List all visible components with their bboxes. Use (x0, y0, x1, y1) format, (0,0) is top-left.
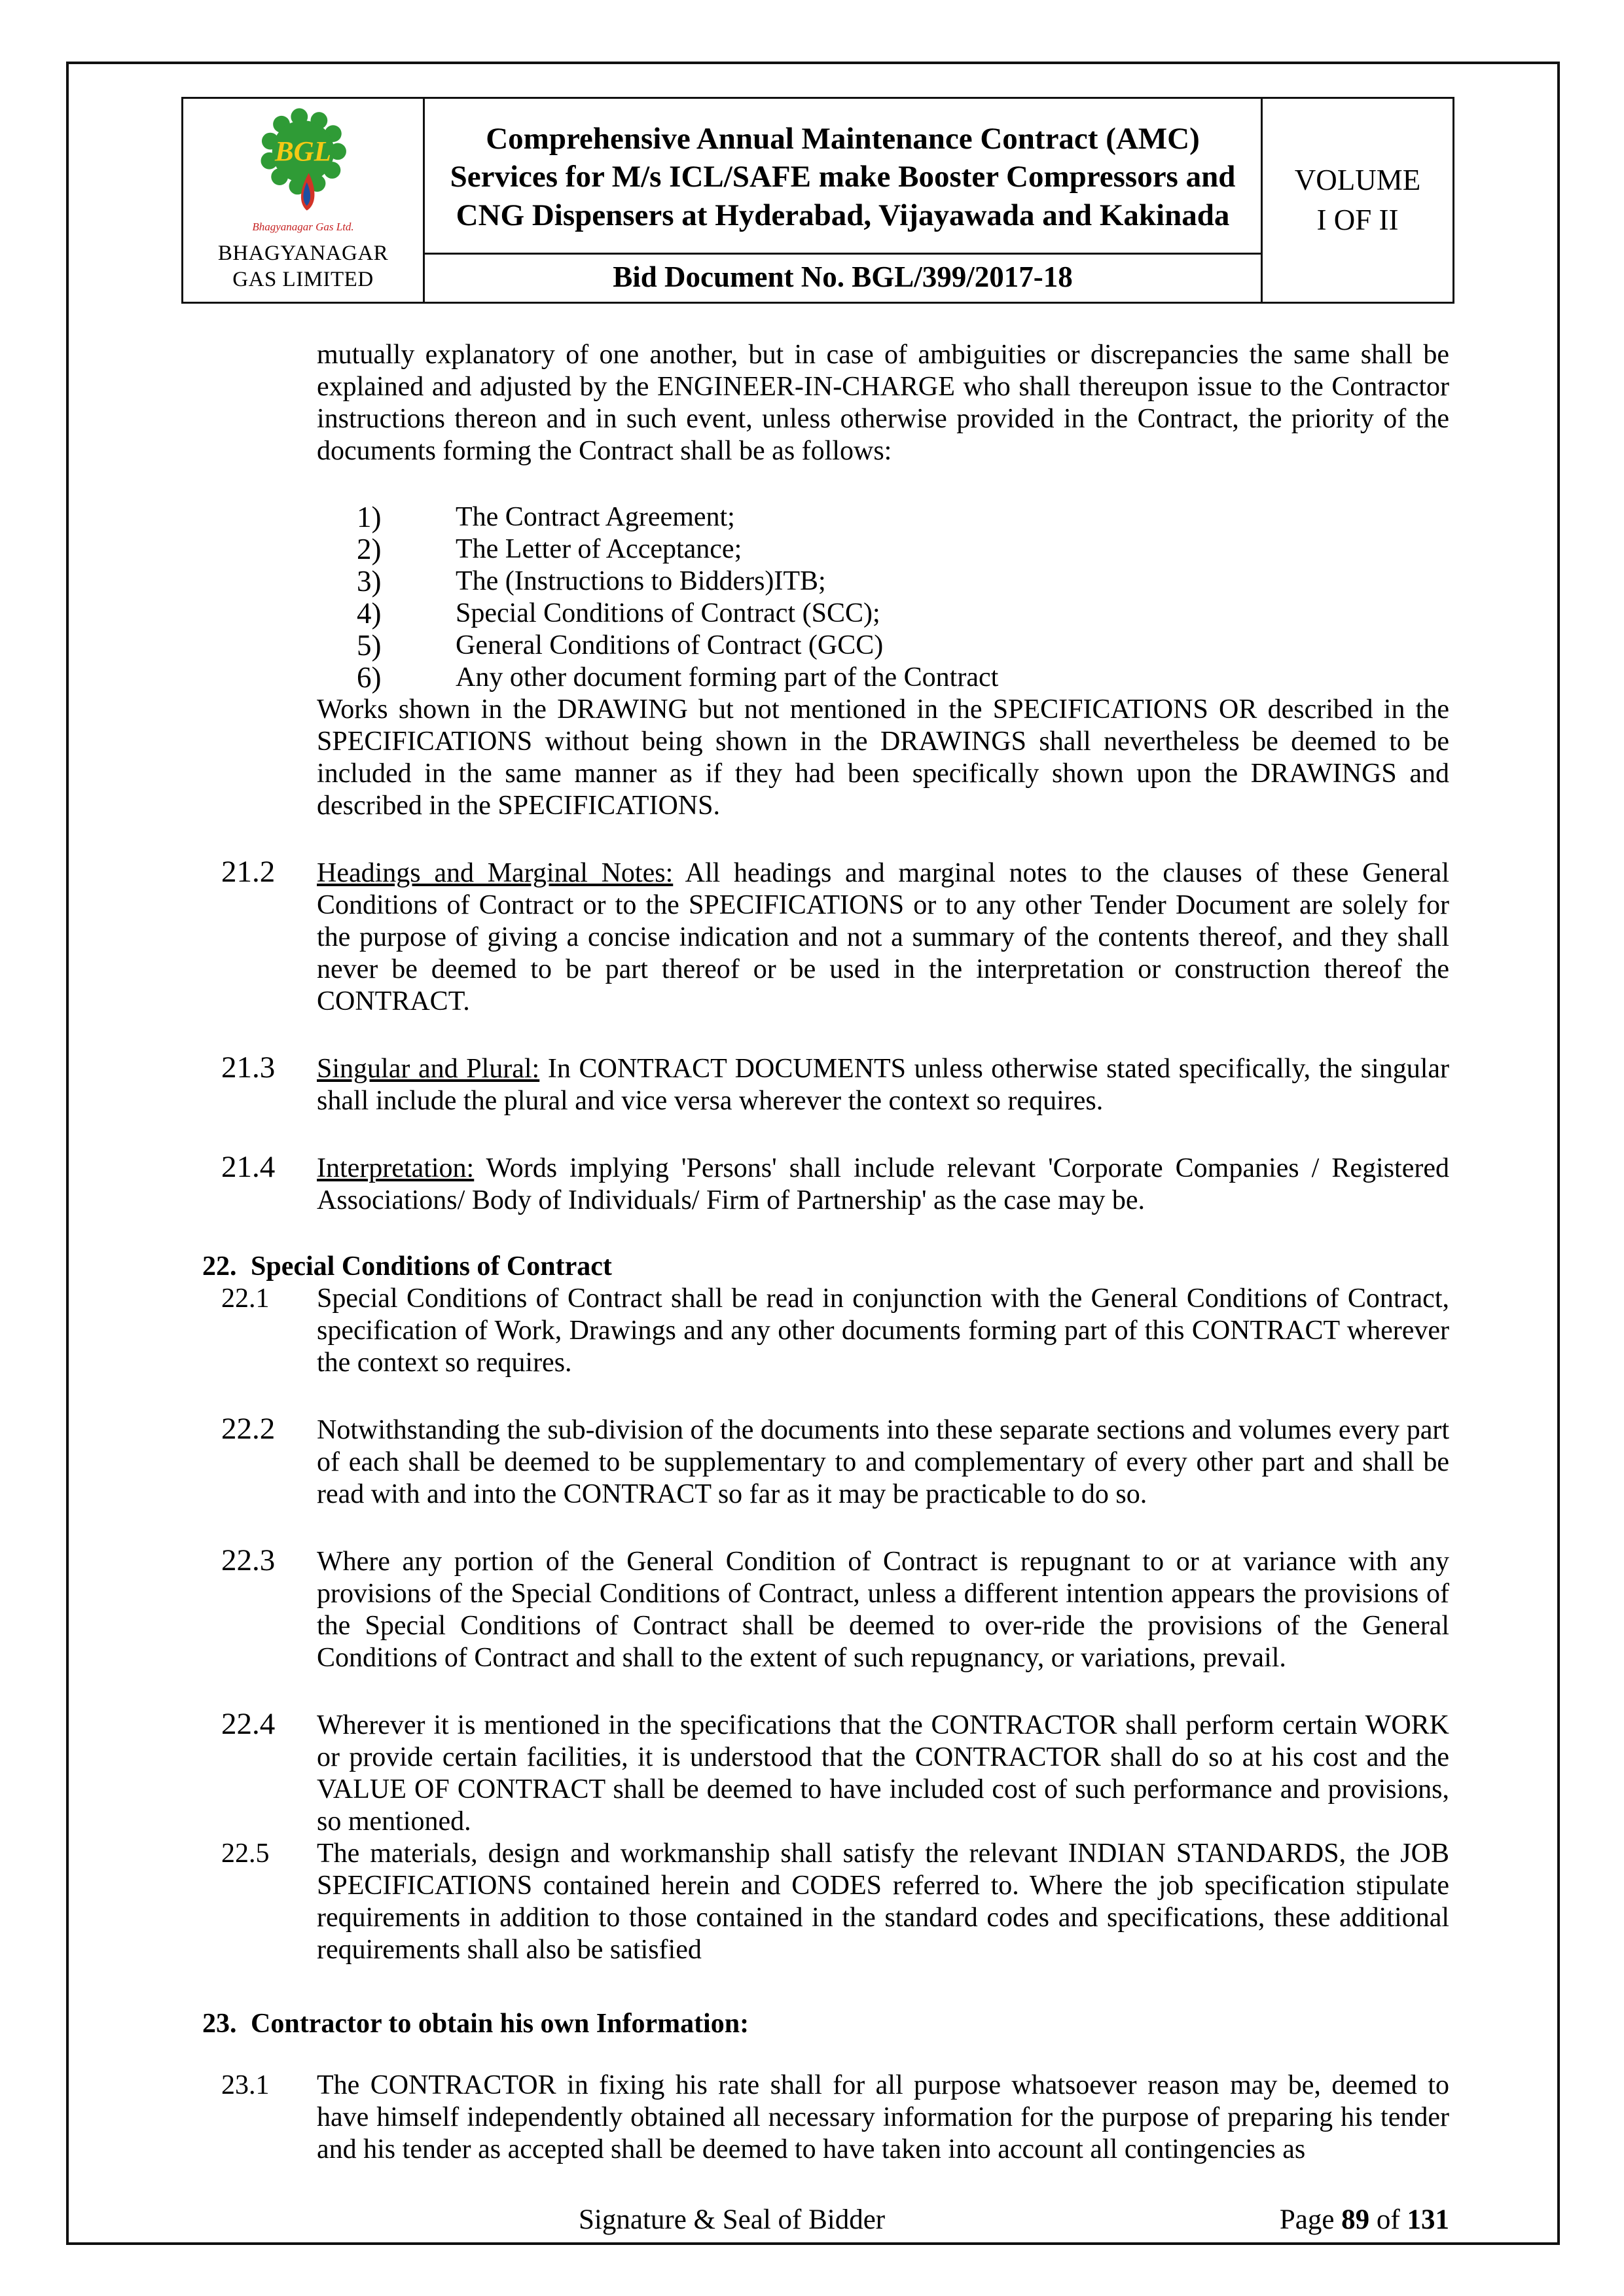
list-item-6 (357, 662, 1449, 694)
clause-21-2 (221, 856, 1449, 1018)
list-item-3 (357, 565, 1449, 598)
document-header (181, 97, 1454, 304)
clause-22-3 (221, 1545, 1449, 1674)
clause-body-text: All headings and marginal notes to the clauses of these General Conditions of Contract or to the SPECIFICATIONS or to any other Tender Document are solely for the purpose of giving a concise indication and not a summary of the contents thereof, and they shall never be deemed to be part thereof or be used in the interpretation or construction thereof the CONTRACT. (317, 858, 1449, 1016)
list-item-text: Any other document forming part of the Contract (456, 662, 999, 692)
clause-body-text: Words implying 'Persons' shall include relevant 'Corporate Companies / Registered Associations/ Body of Individuals/ Firm of Partnership' as the case may be. (317, 1153, 1449, 1215)
clause-body-text: Wherever it is mentioned in the specifications that the CONTRACTOR shall perform certain WORK or provide certain facilities, it is understood that the CONTRACTOR shall do so at his cost and the VALUE OF CONTRACT shall be deemed to have included cost of such performance and provisions, so mentioned. (317, 1710, 1449, 1837)
clause-number: 22.1 (221, 1283, 270, 1314)
bid-document-number: Bid Document No. BGL/399/2017-18 (425, 253, 1261, 302)
org-name (218, 240, 388, 293)
paragraph-works: Works shown in the DRAWING but not mentioned in the SPECIFICATIONS OR described in the SPECIFICATIONS without being shown in the DRAWINGS shall nevertheless be deemed to be included in the same manner as if they had been specifically shown upon the DRAWINGS and described in the SPECIFICATIONS. (317, 694, 1449, 821)
clause-text (317, 1838, 1449, 1966)
clause-body-text: Special Conditions of Contract shall be read in conjunction with the General Conditions of Contract, specification of Work, Drawings and any other documents forming part of this CONTRACT wherever the context so requires. (317, 1283, 1449, 1378)
list-item-text: General Conditions of Contract (GCC) (456, 630, 884, 660)
clause-body-text: Notwithstanding the sub-division of the documents into these separate sections and volumes every part of each shall be deemed to be supplementary to and complementary of every other part and shall be read with and into the CONTRACT so far as it may be practicable to do so. (317, 1415, 1449, 1509)
clause-21-3 (221, 1052, 1449, 1117)
clause-number: 22.3 (221, 1543, 276, 1577)
list-item-number: 3) (357, 565, 382, 598)
clause-body-text: The CONTRACTOR in fixing his rate shall for all purpose whatsoever reason may be, deemed to have himself independently obtained all necessary information for the purpose of preparing his tender and his tender as accepted shall be deemed to have taken into account all contingencies as (317, 2070, 1449, 2164)
page-total: 131 (1407, 2204, 1449, 2236)
volume-line2: I OF II (1316, 204, 1399, 236)
list-item-number: 6) (357, 661, 382, 694)
list-item-text: The Letter of Acceptance; (456, 534, 742, 564)
clause-number: 21.4 (221, 1150, 276, 1184)
document-title: Comprehensive Annual Maintenance Contract (AMC) Services for M/s ICL/SAFE make Booster Compressors and CNG Dispensers at Hyderabad, Vijayawada and Kakinada (450, 122, 1236, 232)
document-body (69, 339, 1557, 2166)
clause-label: Singular and Plural: (317, 1054, 540, 1084)
clause-text (317, 2070, 1449, 2166)
clause-number: 22.2 (221, 1412, 276, 1446)
list-item-text: The (Instructions to Bidders)ITB; (456, 566, 826, 596)
clause-text (317, 1546, 1449, 1674)
clause-body-text: Where any portion of the General Condition of Contract is repugnant to or at variance with any provisions of the Special Conditions of Contract, unless a different intention appears the provisions of the Special Conditions of Contract shall be deemed to over-ride the provisions of the General Conditions of Contract and shall to the extent of such repugnancy, or variations, prevail. (317, 1547, 1449, 1673)
of-label: of (1376, 2204, 1400, 2236)
clause-text (317, 857, 1449, 1018)
clause-label: Interpretation: (317, 1153, 475, 1183)
section-title: Special Conditions of Contract (251, 1251, 612, 1282)
signature-label: Signature & Seal of Bidder (579, 2204, 886, 2236)
page-number (1280, 2203, 1449, 2237)
clause-text (317, 1153, 1449, 1217)
list-item-4 (357, 598, 1449, 630)
clause-text (317, 1053, 1449, 1117)
section-heading-22 (202, 1251, 1449, 1283)
clause-22-4 (221, 1708, 1449, 1838)
org-name-line1: BHAGYANAGAR (217, 242, 389, 266)
clause-22-2 (221, 1413, 1449, 1511)
list-item-number: 4) (357, 597, 382, 630)
logo-acronym-text: BGL (275, 137, 331, 168)
clause-number: 23.1 (221, 2070, 270, 2100)
clause-22-5 (221, 1838, 1449, 1966)
paragraph-priority-intro: mutually explanatory of one another, but in case of ambiguities or discrepancies the same shall be explained and adjusted by the ENGINEER-IN-CHARGE who shall thereupon issue to the Contractor instructions thereon and in such event, unless otherwise provided in the Contract, the priority of the documents forming the Contract shall be as follows: (317, 340, 1449, 466)
logo-caption: Bhagyanagar Gas Ltd. (252, 221, 354, 234)
list-item-number: 2) (357, 533, 382, 565)
clause-number: 22.4 (221, 1707, 276, 1741)
list-item-text: The Contract Agreement; (456, 502, 735, 532)
volume-line1: VOLUME (1294, 164, 1421, 197)
clause-22-1 (221, 1283, 1449, 1379)
company-logo-icon (247, 107, 359, 220)
clause-body-text: The materials, design and workmanship shall satisfy the relevant INDIAN STANDARDS, the JOB SPECIFICATIONS contained herein and CODES referred to. Where the job specification stipulate requirements in addition to those contained in the standard codes and specifications, these additional requirements shall also be satisfied (317, 1839, 1449, 1965)
volume-cell (1261, 99, 1453, 302)
org-name-line2: GAS LIMITED (232, 268, 374, 292)
clause-body-text: In CONTRACT DOCUMENTS unless otherwise stated specifically, the singular shall include the plural and vice versa wherever the context so requires. (317, 1054, 1450, 1116)
clause-21-4 (221, 1151, 1449, 1217)
section-number: 22. (202, 1251, 237, 1282)
clause-23-1 (221, 2070, 1449, 2166)
page-label: Page (1279, 2204, 1335, 2236)
page-current: 89 (1341, 2204, 1370, 2236)
list-item-1 (357, 501, 1449, 533)
clause-number: 22.5 (221, 1839, 270, 1869)
clause-text (317, 1283, 1449, 1379)
section-heading-23 (202, 2008, 1449, 2040)
priority-documents-list (202, 501, 1449, 694)
clause-number: 21.2 (221, 855, 276, 889)
page-border (66, 62, 1560, 2245)
title-cell (423, 99, 1261, 302)
list-item-2 (357, 533, 1449, 565)
logo-cell (183, 99, 423, 302)
clause-text (317, 1710, 1449, 1838)
clause-number: 21.3 (221, 1050, 276, 1085)
clause-text (317, 1414, 1449, 1511)
clause-label: Headings and Marginal Notes: (317, 858, 674, 888)
list-item-number: 5) (357, 629, 382, 662)
section-number: 23. (202, 2009, 237, 2039)
section-title: Contractor to obtain his own Information: (251, 2009, 749, 2039)
list-item-number: 1) (357, 501, 382, 533)
page-footer (69, 2203, 1557, 2237)
list-item-5 (357, 630, 1449, 662)
list-item-text: Special Conditions of Contract (SCC); (456, 598, 880, 628)
